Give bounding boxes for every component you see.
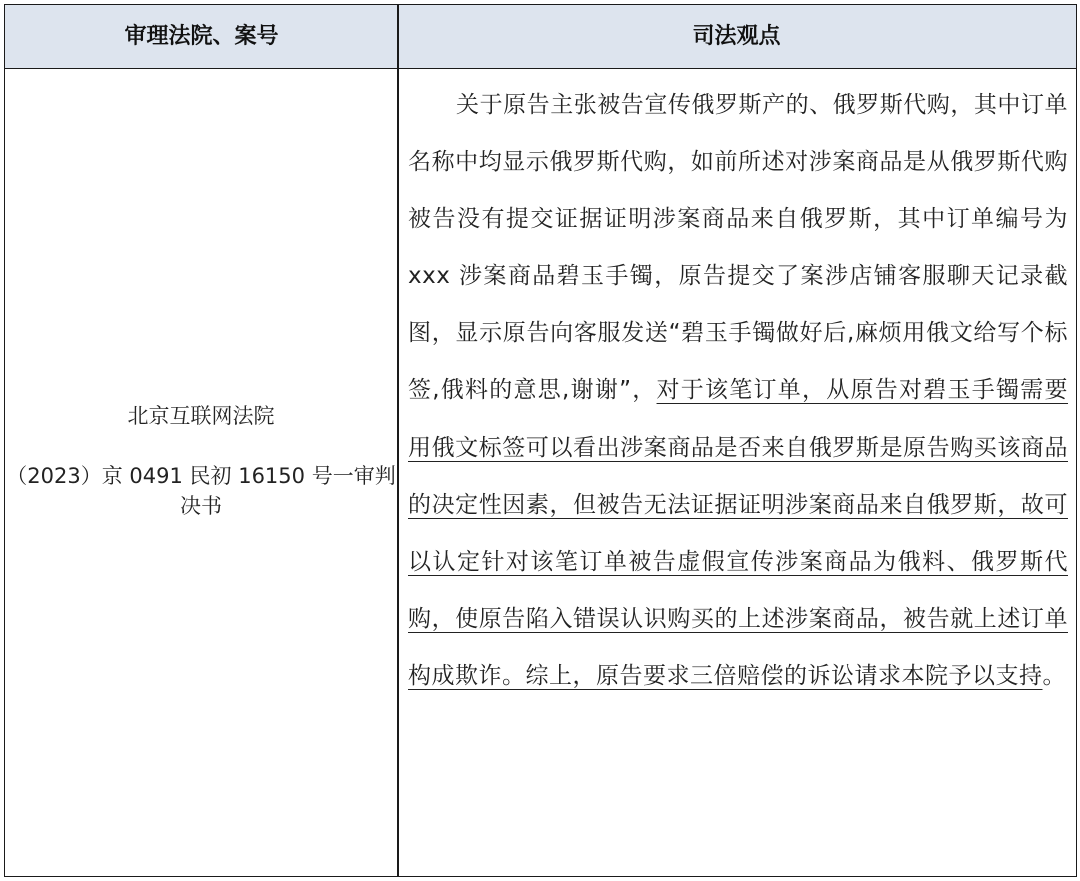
opinion-cell	[408, 69, 1068, 875]
opinion-underlined-text: 对于该笔订单，从原告对碧玉手镯需要用俄文标签可以看出涉案商品是否来自俄罗斯是原告购买该商品的决定性因素，但被告无法证据证明涉案商品来自俄罗斯，故可以认定针对该笔订单被告虚假宣传涉案商品为俄料、俄罗斯代购，使原告陷入错误认识购买的上述涉案商品，被告就上述订单构成欺诈。综上，原告要求三倍赔偿的诉讼请求本院予以支持	[408, 377, 1069, 689]
header-court-case: 审理法院、案号	[124, 24, 279, 49]
column-divider	[397, 5, 399, 876]
opinion-text: 关于原告主张被告宣传俄罗斯产的、俄罗斯代购，其中订单名称中均显示俄罗斯代购，如前所述对涉案商品是从俄罗斯代购被告没有提交证据证明涉案商品来自俄罗斯，其中订单编号为 xxx 涉案商品碧玉手镯，原告提交了案涉店铺客服聊天记录截图，显示原告向客服发送“碧玉手镯做好后,麻烦用俄文给写个标签,俄料的意思,谢谢”，	[408, 92, 1068, 404]
opinion-paragraph	[408, 69, 1068, 705]
court-name: 北京互联网法院	[127, 404, 275, 428]
table-header-row	[5, 5, 1076, 69]
court-case-cell	[5, 69, 397, 875]
header-judicial-opinion: 司法观点	[692, 24, 781, 49]
judgment-table	[4, 4, 1077, 877]
opinion-end-mark: 。	[1042, 662, 1066, 689]
case-number: （2023）京 0491 民初 16150 号一审判决书	[6, 464, 396, 518]
